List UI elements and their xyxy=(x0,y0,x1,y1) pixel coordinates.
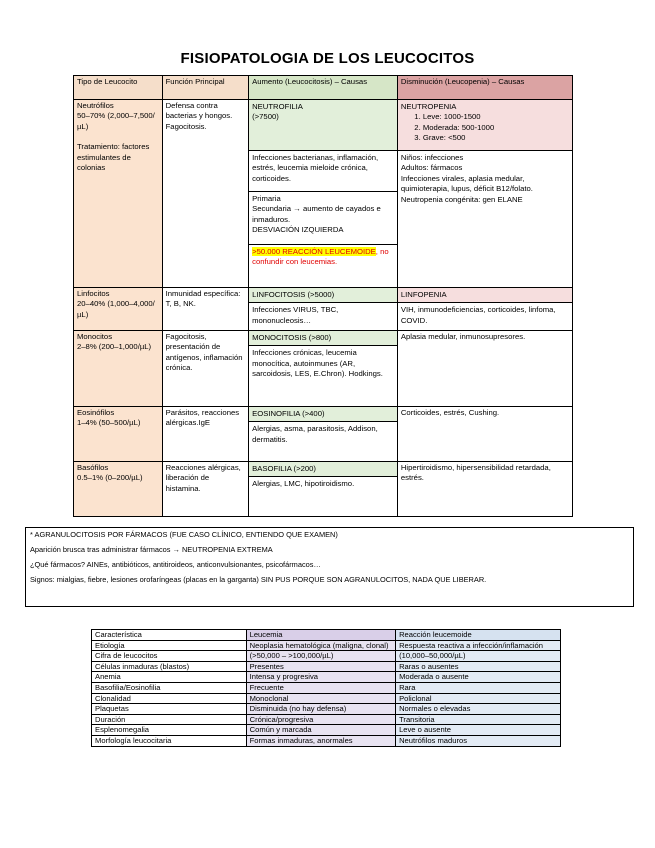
neutropenia-level: 1. Leve: 1000-1500 xyxy=(423,112,569,122)
row-leucemia: Crónica/progresiva xyxy=(246,714,395,725)
eosinofilia-causes: Alergias, asma, parasitosis, Addison, dermatitis. xyxy=(252,424,378,444)
eosinofilos-type: Eosinófilos xyxy=(77,408,115,417)
monocitosis-title: MONOCITOSIS (>800) xyxy=(249,331,397,346)
header-type: Tipo de Leucocito xyxy=(74,76,163,100)
neutrofilos-type: Neutrófilos xyxy=(77,101,114,110)
comparison-table xyxy=(91,629,561,747)
table-row-neutrofilos xyxy=(74,100,573,288)
row-feature: Cifra de leucocitos xyxy=(92,651,247,662)
row-leucemia: Presentes xyxy=(246,661,395,672)
linfocitos-decrease-cell xyxy=(397,288,572,331)
table-row xyxy=(92,661,561,672)
neutropenia-box xyxy=(398,100,572,151)
row-leucemia: Intensa y progresiva xyxy=(246,672,395,683)
table-header-row xyxy=(74,76,573,100)
monocitos-function: Fagocitosis, presentación de antígenos, inflamación crónica. xyxy=(162,331,249,407)
neutropenia-level: 2. Moderada: 500-1000 xyxy=(423,123,569,133)
row-feature: Etiología xyxy=(92,640,247,651)
linfocitosis-title: LINFOCITOSIS (>5000) xyxy=(249,288,397,303)
eosinofilos-function: Parásitos, reacciones alérgicas.IgE xyxy=(162,407,249,462)
note-line-3: ¿Qué fármacos? AINEs, antibióticos, antitiroideos, anticonvulsionantes, psicofármacos… xyxy=(30,560,321,569)
comparison-header-leucemia: Leucemia xyxy=(246,630,395,641)
row-reaccion: Respuesta reactiva a infección/inflamación xyxy=(396,640,561,651)
basofilia-causes: Alergias, LMC, hipotiroidismo. xyxy=(252,479,355,489)
row-reaccion: Leve o ausente xyxy=(396,725,561,736)
linfocitos-type: Linfocitos xyxy=(77,289,110,298)
row-feature: Morfología leucocitaria xyxy=(92,735,247,746)
row-reaccion: Moderada o ausente xyxy=(396,672,561,683)
linfocitos-function: Inmunidad específica: T, B, NK. xyxy=(162,288,249,331)
basofilia-title: BASOFILIA (>200) xyxy=(249,462,397,477)
table-row-eosinofilos xyxy=(74,407,573,462)
note-line-1: * AGRANULOCITOSIS POR FÁRMACOS (FUE CASO CLÍNICO, ENTIENDO QUE EXAMEN) xyxy=(30,530,338,539)
page-title: FISIOPATOLOGIA DE LOS LEUCOCITOS xyxy=(180,50,475,67)
row-feature: Esplenomegalia xyxy=(92,725,247,736)
table-row xyxy=(92,672,561,683)
neutrofilos-function: Defensa contra bacterias y hongos. Fagocitosis. xyxy=(162,100,249,288)
neutrofilos-decrease-cell xyxy=(397,100,572,288)
row-reaccion: Raras o ausentes xyxy=(396,661,561,672)
row-feature: Anemia xyxy=(92,672,247,683)
monocitos-type-cell xyxy=(74,331,163,407)
neutrofilia-causes: Infecciones bacterianas, inflamación, estrés, leucemia mieloide crónica, corticoides. xyxy=(249,151,397,192)
neutropenia-title: NEUTROPENIA xyxy=(400,102,457,111)
reaccion-leucemoide-note xyxy=(249,245,397,270)
neutropenia-cause-children: Niños: infecciones xyxy=(400,153,464,162)
desviacion-label: DESVIACIÓN IZQUIERDA xyxy=(252,225,344,235)
neutrofilos-range: 50–70% (2,000–7,500/µL) xyxy=(77,111,155,131)
row-reaccion: Policlonal xyxy=(396,693,561,704)
basofilos-type: Basófilos xyxy=(77,463,109,472)
eosinofilia-title: EOSINOFILIA (>400) xyxy=(249,407,397,422)
monocitosis-causes: Infecciones crónicas, leucemia monocítica, autoinmunes (AR, sarcoidosis, LES, E.Chron). Hodkings. xyxy=(252,348,383,379)
neutropenia-levels xyxy=(401,112,569,143)
row-reaccion: Transitoria xyxy=(396,714,561,725)
linfopenia-causes: VIH, inmunodeficiencias, corticoides, linfoma, COVID. xyxy=(400,305,556,325)
comparison-header-reaccion: Reacción leucemoide xyxy=(396,630,561,641)
linfocitos-range: 20–40% (1,000–4,000/µL) xyxy=(77,299,155,319)
row-reaccion: Neutrófilos maduros xyxy=(396,735,561,746)
row-leucemia: Frecuente xyxy=(246,682,395,693)
header-increase: Aumento (Leucocitosis) – Causas xyxy=(249,76,398,100)
neutrofilia-box xyxy=(249,100,397,151)
row-leucemia: Neoplasia hematológica (maligna, clonal) xyxy=(246,640,395,651)
neutropenia-cause-list: Infecciones virales, aplasia medular, quimioterapia, lupus, déficit B12/folato. xyxy=(400,173,533,194)
reaccion-highlight: >50.000 REACCIÓN LEUCEMOIDE xyxy=(252,247,376,256)
basofilos-function: Reacciones alérgicas, liberación de histamina. xyxy=(162,462,249,517)
row-feature: Plaquetas xyxy=(92,704,247,715)
row-feature: Clonalidad xyxy=(92,693,247,704)
linfocitosis-causes: Infecciones VIRUS, TBC, mononucleosis… xyxy=(252,305,339,325)
table-row-linfocitos xyxy=(74,288,573,331)
neutropenia-causes xyxy=(398,151,572,207)
basofilos-decrease: Hipertiroidismo, hipersensibilidad retardada, estrés. xyxy=(397,462,572,517)
note-line-2: Aparición brusca tras administrar fármacos → NEUTROPENIA EXTREMA xyxy=(30,545,273,554)
basofilos-increase-cell xyxy=(249,462,398,517)
reaccion-rest: , no confundir con leucemias. xyxy=(252,247,389,267)
basofilos-range: 0.5–1% (0–200/µL) xyxy=(77,473,143,483)
row-leucemia: Común y marcada xyxy=(246,725,395,736)
comparison-header-row xyxy=(92,630,561,641)
header-function: Función Principal xyxy=(162,76,249,100)
neutropenia-congenital: Neutropenia congénita: gen ELANE xyxy=(400,194,523,204)
monocitos-type: Monocitos xyxy=(77,332,113,341)
table-row xyxy=(92,725,561,736)
table-row-basofilos xyxy=(74,462,573,517)
primaria-label: Primaria xyxy=(252,194,281,203)
eosinofilos-type-cell xyxy=(74,407,163,462)
neutrofilia-types xyxy=(249,192,397,245)
eosinofilos-increase-cell xyxy=(249,407,398,462)
neutrofilos-type-cell xyxy=(74,100,163,288)
monocitos-increase-cell xyxy=(249,331,398,407)
neutrofilia-value: (>7500) xyxy=(252,112,279,122)
table-row-monocitos xyxy=(74,331,573,407)
monocitos-decrease: Aplasia medular, inmunosupresores. xyxy=(397,331,572,407)
row-reaccion: Rara xyxy=(396,682,561,693)
linfopenia-title: LINFOPENIA xyxy=(398,288,572,303)
eosinofilos-range: 1–4% (50–500/µL) xyxy=(77,418,141,428)
row-leucemia: Disminuida (no hay defensa) xyxy=(246,704,395,715)
neutropenia-level: 3. Grave: <500 xyxy=(423,133,569,143)
table-row xyxy=(92,651,561,662)
row-feature: Basofilia/Eosinofilia xyxy=(92,682,247,693)
neutrofilos-increase-cell xyxy=(249,100,398,288)
table-row xyxy=(92,735,561,746)
note-line-4: Signos: mialgias, fiebre, lesiones orofaríngeas (placas en la garganta) SIN PUS PORQUE SON AGRANULOCITOS, NADA QUE LIBERAR. xyxy=(30,575,487,584)
eosinofilos-decrease: Corticoides, estrés, Cushing. xyxy=(397,407,572,462)
neutrofilia-title: NEUTROFILIA xyxy=(252,102,303,111)
row-leucemia: Formas inmaduras, anormales xyxy=(246,735,395,746)
row-feature: Células inmaduras (blastos) xyxy=(92,661,247,672)
secundaria-label: Secundaria → aumento de cayados e inmaduros. xyxy=(252,204,381,224)
neutropenia-cause-adults: Adultos: fármacos xyxy=(400,163,463,173)
leukocyte-table xyxy=(73,75,573,517)
table-row xyxy=(92,640,561,651)
row-leucemia: (>50,000 – >100,000/µL) xyxy=(246,651,395,662)
table-row xyxy=(92,714,561,725)
linfocitos-type-cell xyxy=(74,288,163,331)
table-row xyxy=(92,704,561,715)
row-reaccion: (10,000–50,000/µL) xyxy=(396,651,561,662)
row-reaccion: Normales o elevadas xyxy=(396,704,561,715)
comparison-header-feature: Característica xyxy=(92,630,247,641)
basofilos-type-cell xyxy=(74,462,163,517)
monocitos-range: 2–8% (200–1,000/µL) xyxy=(77,342,152,352)
neutrofilos-treatment: Tratamiento: factores estimulantes de colonias xyxy=(77,142,150,173)
header-decrease: Disminución (Leucopenia) – Causas xyxy=(397,76,572,100)
table-row xyxy=(92,693,561,704)
agranulocitosis-note xyxy=(25,527,634,607)
table-row xyxy=(92,682,561,693)
linfocitos-increase-cell xyxy=(249,288,398,331)
row-leucemia: Monoclonal xyxy=(246,693,395,704)
row-feature: Duración xyxy=(92,714,247,725)
